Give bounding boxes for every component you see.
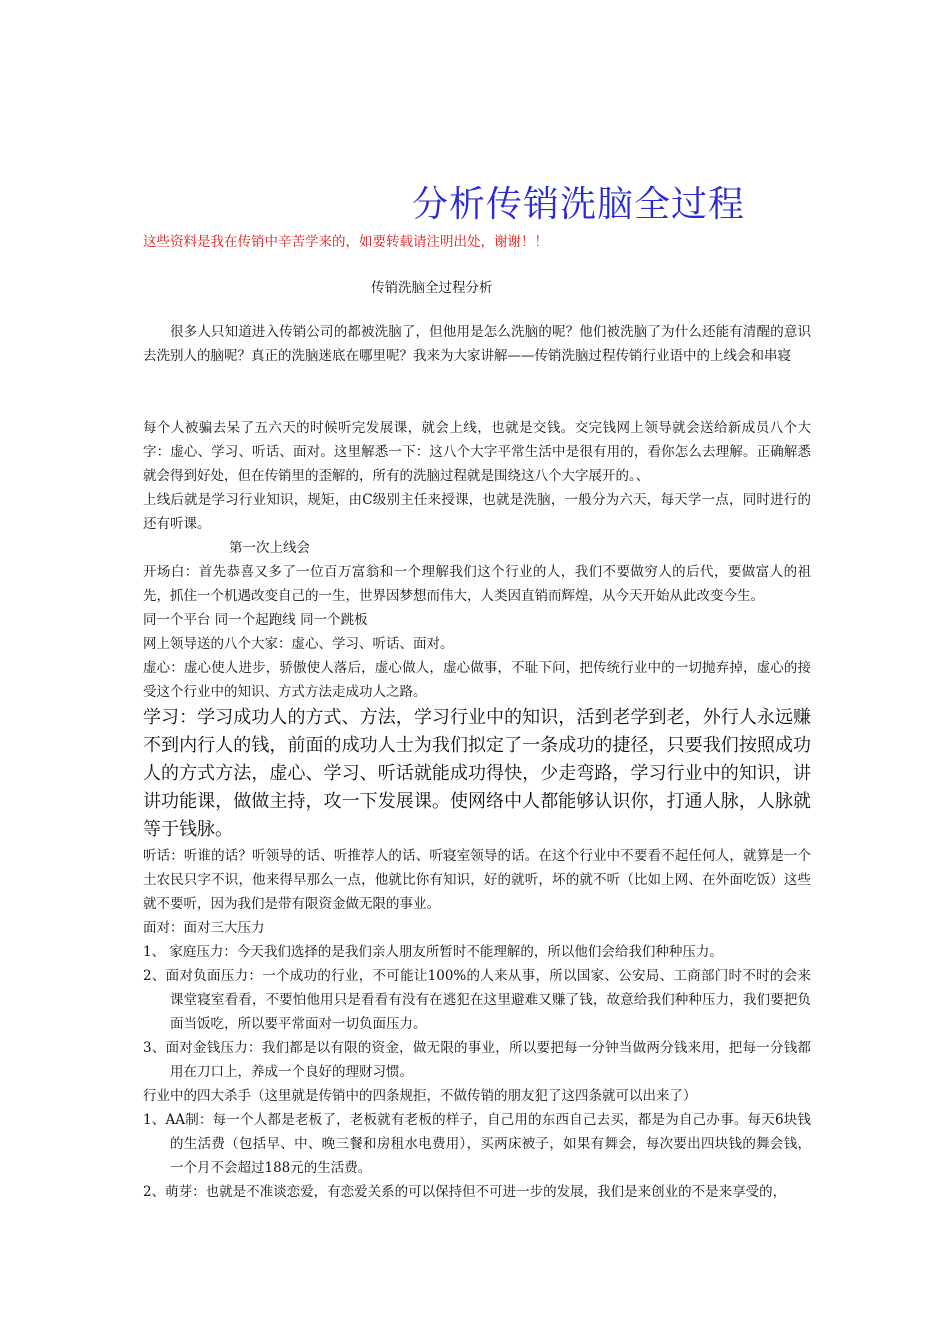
section-heading: 第一次上线会 [229,540,310,556]
intro-paragraph: 很多人只知道进入传销公司的都被洗脑了，但他用是怎么洗脑的呢？他们被洗脑了为什么还能有清醒的意识去洗别人的脑呢？真正的洗脑迷底在哪里呢？我来为大家讲解——传销洗脑过程传销行业语中的上线会和串寝 [143,324,811,364]
spacer [143,392,811,416]
list-item-face-1: 1、 家庭压力：今天我们选择的是我们亲人朋友所暂时不能理解的，所以他们会给我们种种压力。 [143,944,723,960]
list-item-face-3: 3、面对金钱压力：我们都是以有限的资金，做无限的事业，所以要把每一分钟当做两分钱来用，把每一分钱都用在刀口上，养成一个良好的理财习惯。 [143,1040,811,1080]
spacer [143,368,811,392]
paragraph-face: 面对：面对三大压力 [143,920,265,936]
list-item-killer-1: 1、AA制：每一个人都是老板了，老板就有老板的样子，自己用的东西自己去买，都是为自己办事。每天6块钱的生活费（包括早、中、晚三餐和房租水电费用），买两床被子，如果有舞会，每次要出四块钱的舞会钱，一个月不会超过188元的生活费。 [143,1112,811,1176]
copyright-notice: 这些资料是我在传销中辛苦学来的，如要转载请注明出处，谢谢！！ [143,234,548,250]
document-subtitle: 传销洗脑全过程分析 [371,280,493,296]
document-body [143,320,811,1204]
list-item-face-2: 2、面对负面压力：一个成功的行业，不可能让100%的人来从事，所以国家、公安局、工商部门时不时的会来课堂寝室看看，不要怕他用只是看看有没有在逃犯在这里避难又赚了钱，故意给我们种种压力，我们要把负面当饭吃，所以要平常面对一切负面压力。 [143,968,811,1032]
paragraph-obey: 听话：听谁的话？听领导的话、听推荐人的话、听寝室领导的话。在这个行业中不要看不起任何人，就算是一个土农民只字不识，他来得早那么一点，他就比你有知识，好的就听，坏的就不听（比如上网、在外面吃饭）这些就不要听，因为我们是带有限资金做无限的事业。 [143,848,811,912]
paragraph-opening: 开场白：首先恭喜又多了一位百万富翁和一个理解我们这个行业的人，我们不要做穷人的后代，要做富人的祖先，抓住一个机遇改变自己的一生，世界因梦想而伟大，人类因直销而辉煌，从今天开始从此改变今生。 [143,564,811,604]
document-title: 分析传销洗脑全过程 [412,184,746,225]
paragraph-humble: 虚心：虚心使人进步，骄傲使人落后，虚心做人，虚心做事，不耻下问，把传统行业中的一切抛弃掉，虚心的接受这个行业中的知识、方式方法走成功人之路。 [143,660,811,700]
paragraph-training: 上线后就是学习行业知识，规矩，由C级别主任来授课，也就是洗脑，一般分为六天，每天学一点，同时进行的还有听课。 [143,492,811,532]
paragraph-learn: 学习：学习成功人的方式、方法，学习行业中的知识，活到老学到老，外行人永远赚不到内行人的钱，前面的成功人士为我们拟定了一条成功的捷径，只要我们按照成功人的方式方法，虚心、学习、听话就能成功得快，少走弯路，学习行业中的知识，讲讲功能课，做做主持，攻一下发展课。使网络中人都能够认识你，打通人脉，人脉就等于钱脉。 [143,707,811,840]
paragraph-platform: 同一个平台 同一个起跑线 同一个跳板 [143,612,368,628]
paragraph-eight-words: 每个人被骗去呆了五六天的时候听完发展课，就会上线，也就是交钱。交完钱网上领导就会送给新成员八个大字：虚心、学习、听话、面对。这里解悉一下：这八个大字平常生活中是很有用的，看你怎么去理解。正确解悉就会得到好处，但在传销里的歪解的，所有的洗脑过程就是围绕这八个大字展开的。、 [143,420,811,484]
list-item-killer-2: 2、萌芽：也就是不准谈恋爱，有恋爱关系的可以保持但不可进一步的发展，我们是来创业的不是来享受的， [143,1184,787,1200]
paragraph-killers: 行业中的四大杀手（这里就是传销中的四条规拒，不做传销的朋友犯了这四条就可以出来了） [143,1088,697,1104]
paragraph-eight-gift: 网上领导送的八个大家：虚心、学习、听话、面对。 [143,636,454,652]
